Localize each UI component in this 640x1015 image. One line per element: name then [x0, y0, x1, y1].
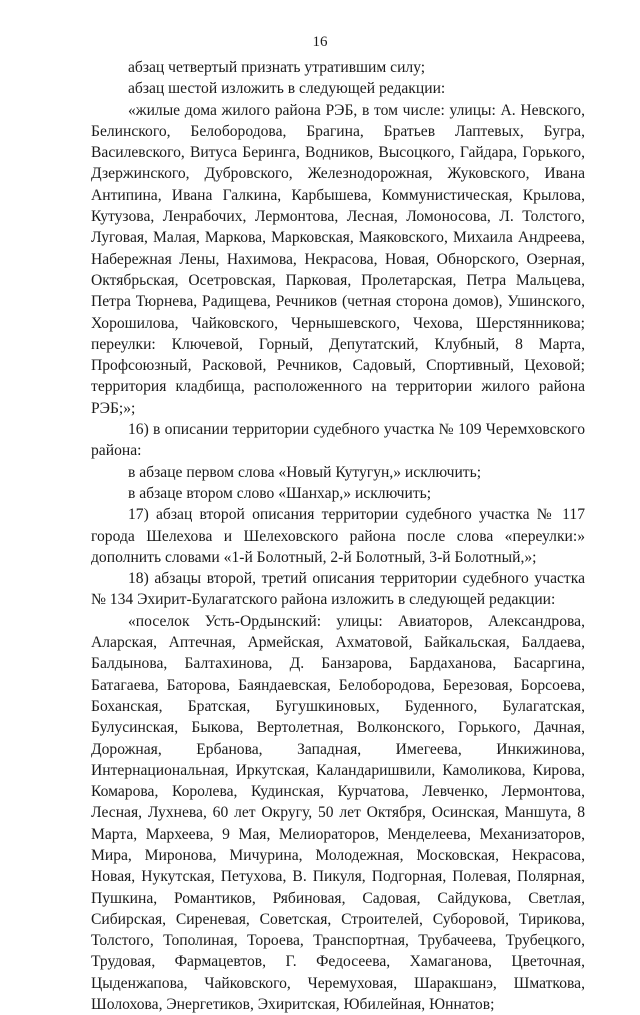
paragraph-item-16: 16) в описании территории судебного участка № 109 Черемховского района:	[91, 421, 585, 460]
paragraph-item-16-second: в абзаце втором слово «Шанхар,» исключить;	[128, 484, 432, 502]
page-number: 16	[312, 34, 328, 50]
paragraph-abzac-4: абзац четвертый признать утратившим силу;	[128, 59, 426, 76]
paragraph-item-17: 17) абзац второй описания территории судебного участка № 117 города Шелехова и Шелеховского района после слова «переулки:» дополнить словами «1-й Болотный, 2-й Болотный, 3-й Болотный,»;	[91, 506, 585, 566]
document-body	[91, 57, 585, 1015]
paragraph-reb-streets: «жилые дома жилого района РЭБ, в том числе: улицы: А. Невского, Белинского, Белобородова, Брагина, Братьев Лаптевых, Бугра, Василевского, Витуса Беринга, Водников, Высоцкого, Гайдара, Горького, Дзержинского, Дубровского, Железнодорожная, Жуковского, Ивана Антипина, Ивана Галкина, Карбышева, Коммунистическая, Крылова, Кутузова, Ленрабочих, Лермонтова, Лесная, Ломоносова, Л. Толстого, Луговая, Малая, Маркова, Марковская, Маяковского, Михаила Андреева, Набережная Лены, Нахимова, Некрасова, Новая, Обнорского, Озерная, Октябрьская, Осетровская, Парковая, Пролетарская, Петра Мальцева, Петра Тюрнева, Радищева, Речников (четная сторона домов), Ушинского, Хорошилова, Чайковского, Чернышевского, Чехова, Шерстянникова; переулки: Ключевой, Горный, Депутатский, Клубный, 8 Марта, Профсоюзный, Расковой, Речников, Садовый, Спортивный, Цеховой; территория кладбища, расположенного на территории жилого района РЭБ;»;	[91, 101, 585, 417]
paragraph-ust-ordynsky-streets: «поселок Усть-Ордынский: улицы: Авиаторов, Александрова, Аларская, Аптечная, Армейская, Ахматовой, Байкальская, Балдаева, Балдынова, Балтахинова, Д. Банзарова, Бардаханова, Басаргина, Батагаева, Баторова, Баяндаевская, Белобородова, Березовая, Борсоева, Боханская, Братская, Бугушкиновых, Буденного, Булагатская, Булусинская, Быкова, Вертолетная, Волконского, Горького, Дачная, Дорожная, Ербанова, Западная, Имегеева, Инкижинова, Интернациональная, Иркутская, Каландаришвили, Камоликова, Кирова, Комарова, Королева, Кудинская, Курчатова, Левченко, Лермонтова, Лесная, Лухнева, 60 лет Округу, 50 лет Октября, Осинская, Маншута, 8 Марта, Мархеева, 9 Мая, Мелиораторов, Менделеева, Механизаторов, Мира, Миронова, Мичурина, Молодежная, Московская, Некрасова, Новая, Нукутская, Петухова, В. Пикуля, Подгорная, Полевая, Полярная, Пушкина, Романтиков, Рябиновая, Садовая, Сайдукова, Светлая, Сибирская, Сиреневая, Советская, Строителей, Суборовой, Тирикова, Толстого, Тополиная, Тороева, Транспортная, Трубачеева, Трубецкого, Трудовая, Фармацевтов, Г. Федосеева, Хамаганова, Цветочная, Цыденжапова, Чайковского, Черемуховая, Шаракшанэ, Шматкова, Шолохова, Энергетиков, Эхиритская, Юбилейная, Юннатов;	[91, 612, 585, 1014]
paragraph-abzac-6: абзац шестой изложить в следующей редакции:	[128, 80, 446, 98]
paragraph-item-18: 18) абзацы второй, третий описания территории судебного участка № 134 Эхирит-Булагатского района изложить в следующей редакции:	[91, 570, 585, 609]
paragraph-item-16-first: в абзаце первом слова «Новый Кутугун,» исключить;	[128, 463, 482, 481]
